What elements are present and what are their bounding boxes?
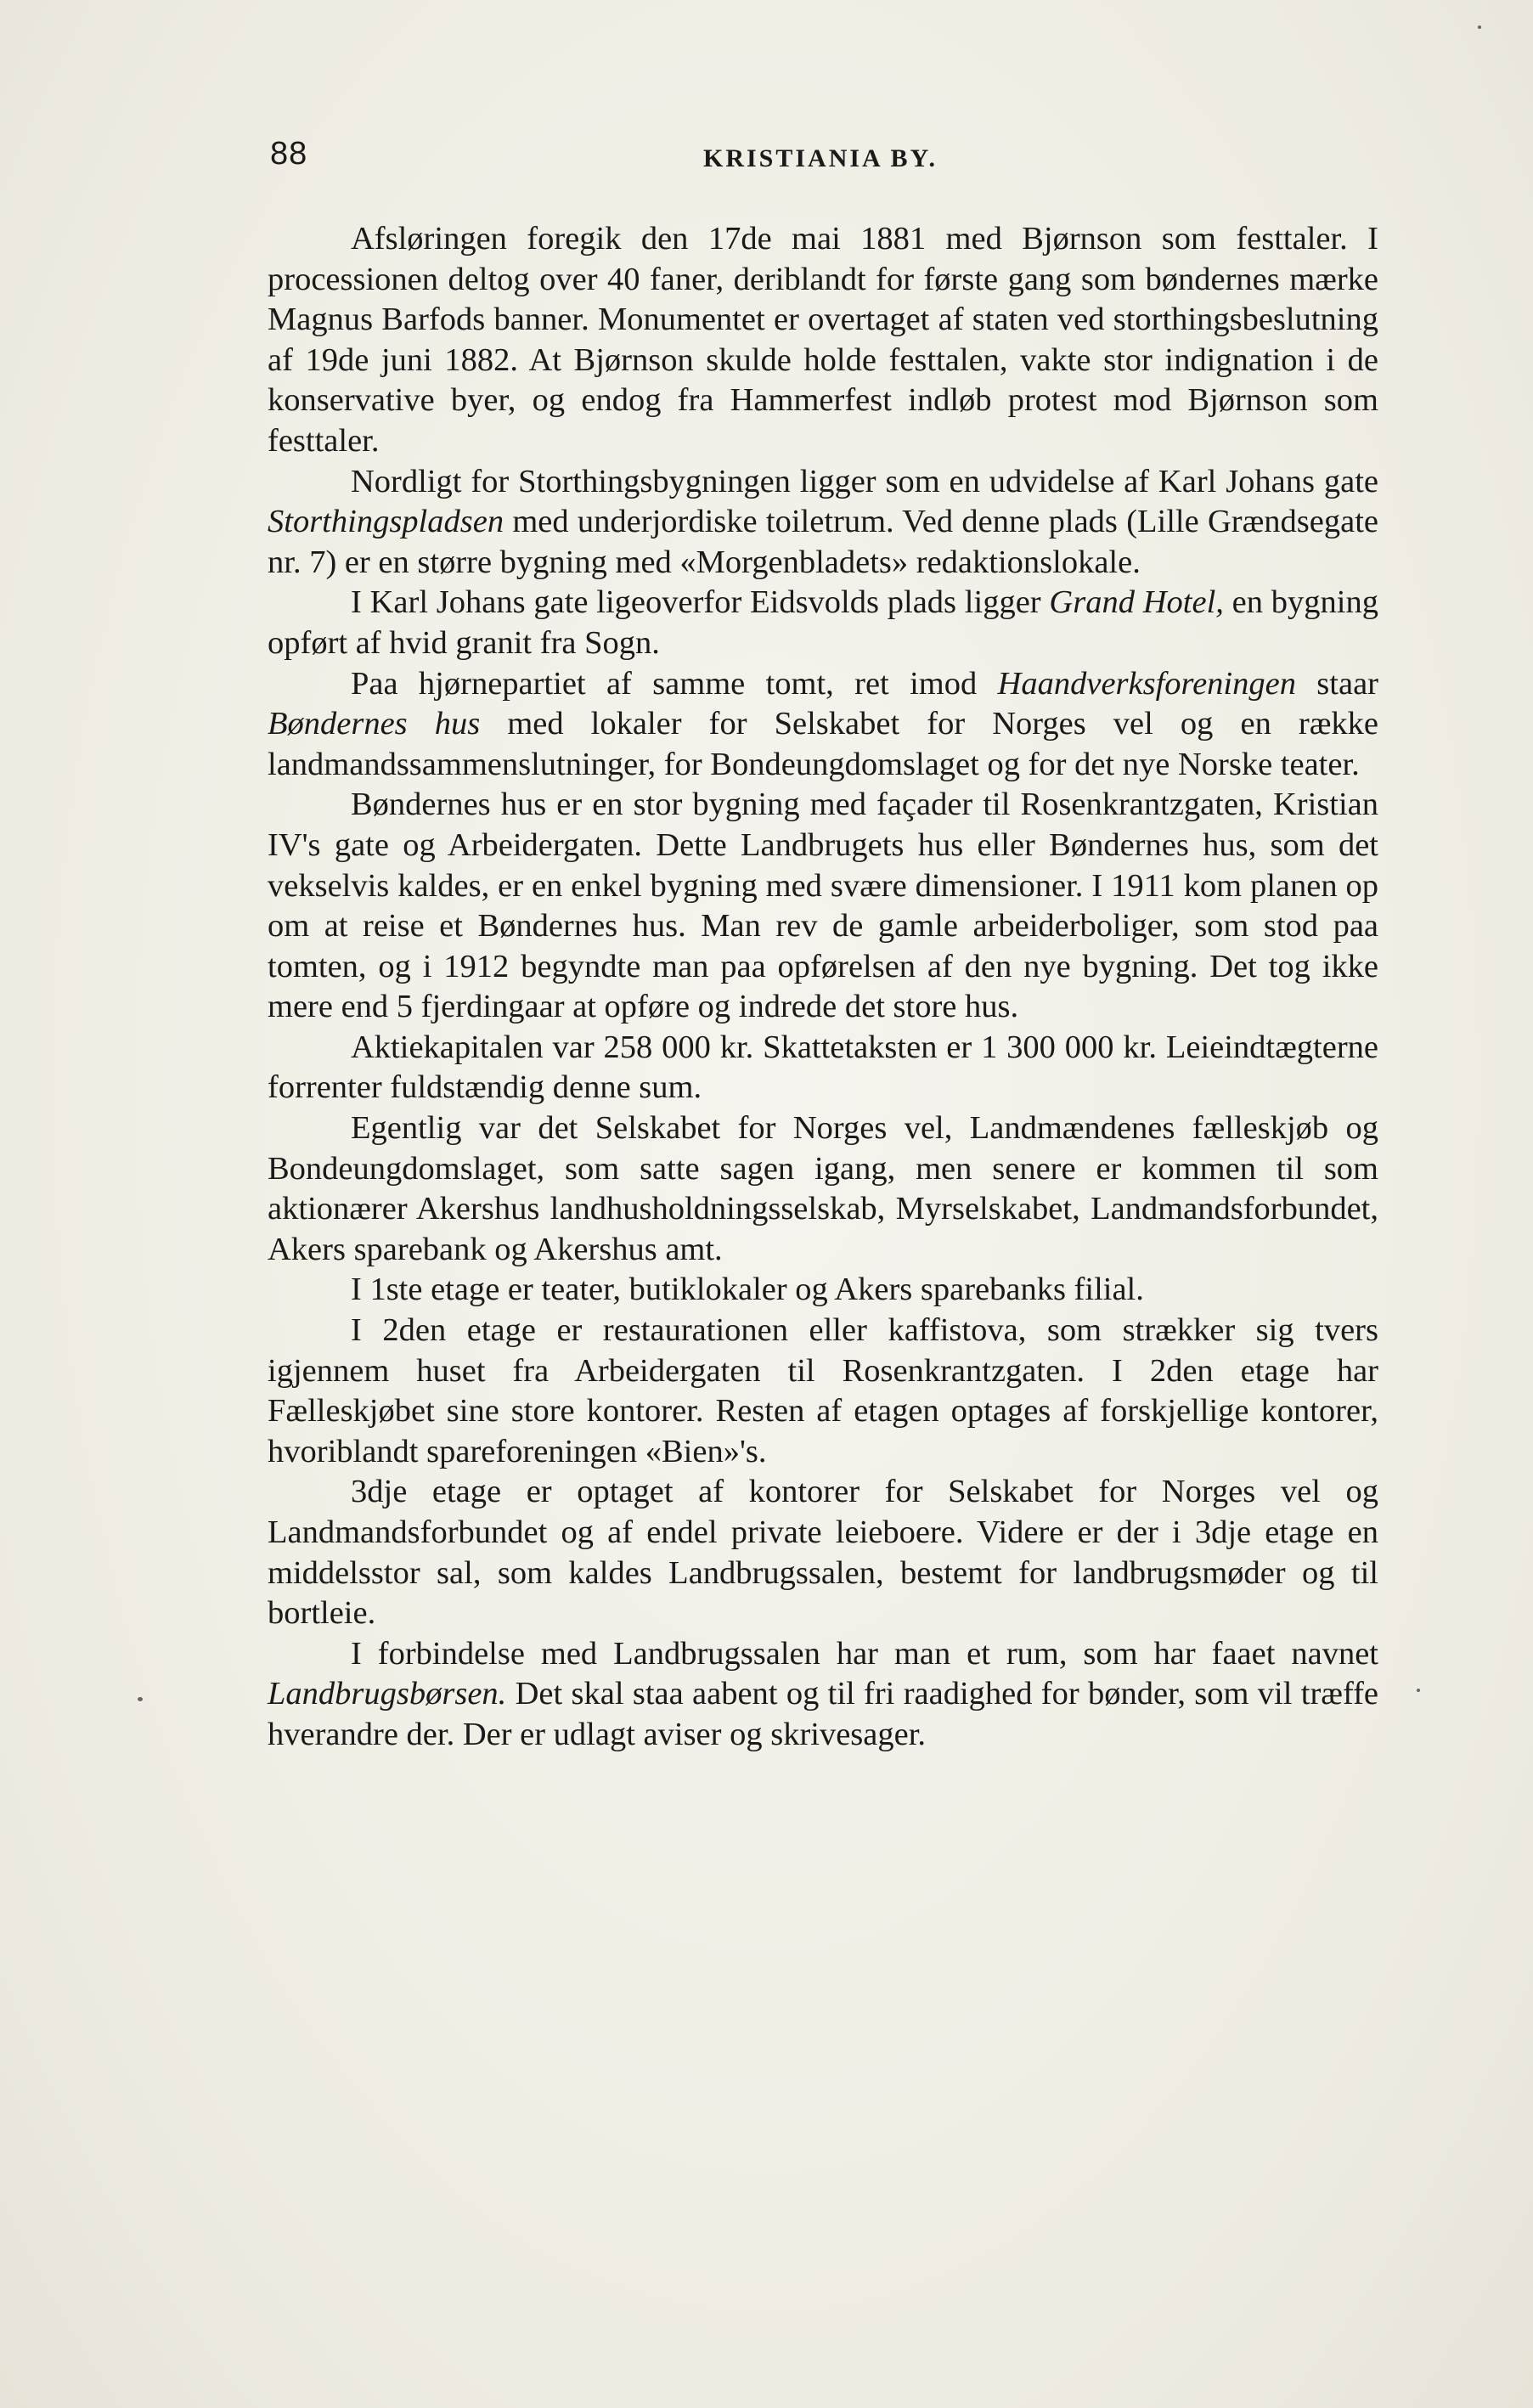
text-run: med lokaler for Selskabet for Norges vel og en række landmandssammenslutninger, for Bondeungdomslaget og for det nye Norske teater. bbox=[268, 706, 1378, 782]
paragraph bbox=[268, 785, 1378, 1028]
text-run: Egentlig var det Selskabet for Norges vel, Landmændenes fælleskjøb og Bondeungdomslaget, som satte sagen igang, men senere er kommen til som aktionærer Akershus landhusholdningsselskab, Myrselskabet, Landmandsforbundet, Akers sparebank og Akershus amt. bbox=[268, 1110, 1378, 1267]
page-number: 88 bbox=[270, 136, 308, 172]
text-run: Aktiekapitalen var 258 000 kr. Skattetaksten er 1 300 000 kr. Leieindtægterne forrenter fuldstændig denne sum. bbox=[268, 1029, 1378, 1106]
paragraph bbox=[268, 1634, 1378, 1756]
paragraph bbox=[268, 664, 1378, 786]
italic-text-run: Landbrugsbørsen. bbox=[268, 1676, 507, 1712]
text-run: Afsløringen foregik den 17de mai 1881 med Bjørnson som festtaler. I processionen deltog over 40 faner, deriblandt for første gang som bøndernes mærke Magnus Barfods banner. Monumentet er overtaget af staten ved storthingsbeslutning af 19de juni 1882. At Bjørnson skulde holde festtalen, vakte stor indignation i de konservative byer, og endog fra Hammerfest indløb protest mod Bjørnson som festtaler. bbox=[268, 221, 1378, 459]
text-run: Det skal staa aabent og til fri raadighed for bønder, som vil træffe hverandre der. Der er udlagt aviser og skrivesager. bbox=[268, 1676, 1378, 1752]
paragraph bbox=[268, 1108, 1378, 1270]
paragraph bbox=[268, 462, 1378, 584]
text-run: I forbindelse med Landbrugssalen har man et rum, som har faaet navnet bbox=[351, 1635, 1378, 1672]
paragraph bbox=[268, 583, 1378, 663]
paragraph bbox=[268, 1270, 1378, 1311]
paper-speck bbox=[1417, 1689, 1420, 1692]
paper-speck bbox=[138, 1697, 143, 1701]
text-run: I 1ste etage er teater, butiklokaler og Akers sparebanks filial. bbox=[351, 1272, 1144, 1308]
text-run: staar bbox=[1295, 665, 1378, 702]
text-run: med underjordiske toiletrum. Ved denne plads (Lille Grændsegate nr. 7) er en større bygning med «Morgenbladets» redaktionslokale. bbox=[268, 504, 1378, 580]
paragraph bbox=[268, 1028, 1378, 1108]
page-header bbox=[270, 136, 1374, 187]
italic-text-run: Storthingspladsen bbox=[268, 504, 504, 540]
text-run: en bygning opført af hvid granit fra Sogn. bbox=[268, 584, 1378, 661]
text-run: Paa hjørnepartiet af samme tomt, ret imod bbox=[351, 665, 998, 702]
paper-speck bbox=[1478, 25, 1481, 29]
paragraph bbox=[268, 1311, 1378, 1472]
body-text bbox=[268, 219, 1378, 1756]
text-run: Bøndernes hus er en stor bygning med façader til Rosenkrantzgaten, Kristian IV's gate og Arbeidergaten. Dette Landbrugets hus eller Bøndernes hus, som det vekselvis kaldes, er en enkel bygning med svære dimensioner. I 1911 kom planen op om at reise et Bøndernes hus. Man rev de gamle arbeiderboliger, som stod paa tomten, og i 1912 begyndte man paa opførelsen af den nye bygning. Det tog ikke mere end 5 fjerdingaar at opføre og indrede det store hus. bbox=[268, 787, 1378, 1025]
italic-text-run: Bøndernes hus bbox=[268, 706, 481, 742]
paragraph bbox=[268, 219, 1378, 462]
text-run: I 2den etage er restaurationen eller kaffistova, som strækker sig tvers igjennem huset fra Arbeidergaten til Rosenkrantzgaten. I 2den etage har Fælleskjøbet sine store kontorer. Resten af etagen optages af forskjellige kontorer, hvoriblandt spareforeningen «Bien»'s. bbox=[268, 1312, 1378, 1469]
text-run: Nordligt for Storthingsbygningen ligger som en udvidelse af Karl Johans gate bbox=[351, 463, 1378, 499]
text-run: 3dje etage er optaget af kontorer for Selskabet for Norges vel og Landmandsforbundet og af endel private leieboere. Videre er der i 3dje etage en middelsstor sal, som kaldes Landbrugssalen, bestemt for landbrugsmøder og til bortleie. bbox=[268, 1474, 1378, 1632]
text-run: I Karl Johans gate ligeoverfor Eidsvolds plads ligger bbox=[351, 584, 1050, 621]
running-head: KRISTIANIA BY. bbox=[703, 144, 938, 172]
italic-text-run: Grand Hotel, bbox=[1049, 584, 1224, 621]
paragraph bbox=[268, 1472, 1378, 1633]
italic-text-run: Haandverksforeningen bbox=[997, 665, 1296, 702]
